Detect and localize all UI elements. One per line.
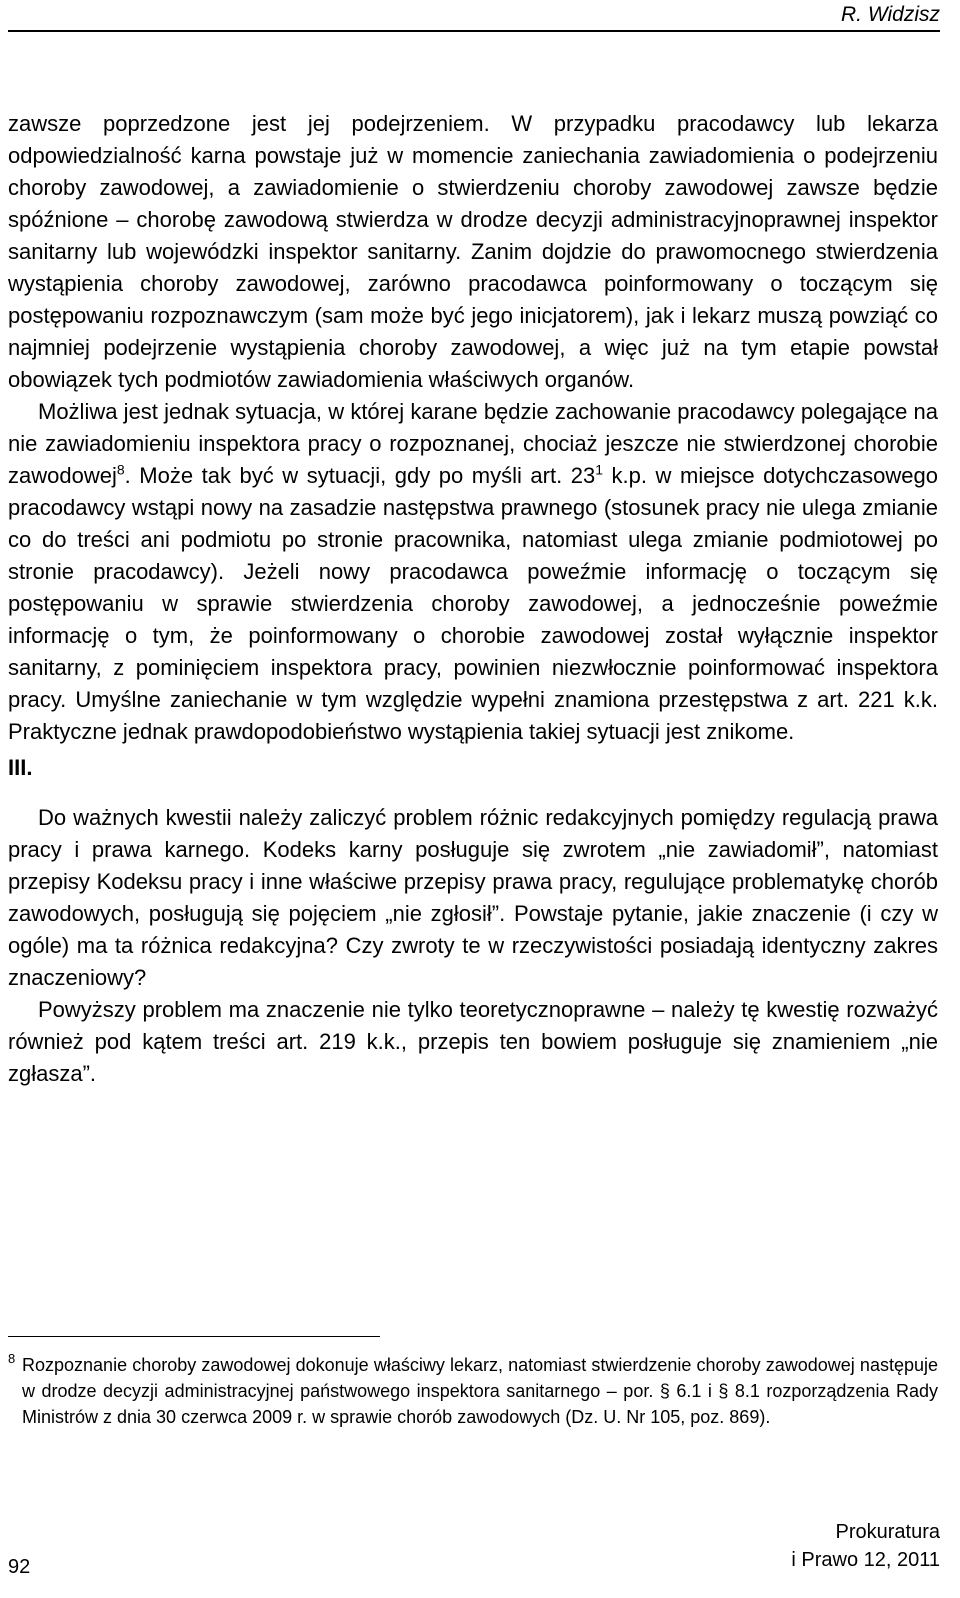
footnote-text: Rozpoznanie choroby zawodowej dokonuje właściwy lekarz, natomiast stwierdzenie choroby zawodowej następuje w drodze decyzji administracyjnej państwowego inspektora sanitarnego – por. § 6.1 i § 8.1 rozporządzenia Rady Ministrów z dnia 30 czerwca 2009 r. w sprawie chorób zawodowych (Dz. U. Nr 105, poz. 869). (22, 1355, 938, 1427)
paragraph-4: Powyższy problem ma znaczenie nie tylko teoretycznoprawne – należy tę kwestię rozważyć również pod kątem treści art. 219 k.k., przepis ten bowiem posługuje się znamieniem „nie zgłasza”. (8, 997, 938, 1086)
section-heading-iii: III. (8, 755, 33, 780)
paragraph-3: Do ważnych kwestii należy zaliczyć problem różnic redakcyjnych pomiędzy regulacją prawa pracy i prawa karnego. Kodeks karny posługuje się zwrotem „nie zawiadomił”, natomiast przepisy Kodeksu pracy i inne właściwe przepisy prawa pracy, regulujące problematykę chorób zawodowych, posługują się pojęciem „nie zgłosił”. Powstaje pytanie, jakie znaczenie (i czy w ogóle) ma ta różnica redakcyjna? Czy zwroty te w rzeczywistości posiadają identyczny zakres znaczeniowy? (8, 805, 938, 990)
footnote-rule (8, 1336, 380, 1337)
paragraph-2 (8, 396, 938, 748)
footnote-mark: 8 (8, 1351, 16, 1366)
footnote-reference-8[interactable]: 8 (116, 461, 125, 478)
paragraph-2-part-b: . Może tak być w sytuacji, gdy po myśli art. 23 (124, 463, 596, 488)
running-header-author: R. Widzisz (841, 3, 940, 26)
article-superscript: 1 (595, 461, 604, 478)
paragraph-2-part-a: Możliwa jest jednak sytuacja, w której karane będzie zachowanie pracodawcy polegające na nie zawiadomieniu inspektora pracy o rozpoznanej, chociaż jeszcze nie stwierdzonej chorobie zawodowej (8, 399, 938, 488)
page-number: 92 (8, 1556, 31, 1578)
journal-footer (791, 1518, 940, 1574)
header-rule (8, 30, 940, 32)
journal-name: Prokuratura (835, 1521, 940, 1543)
journal-issue: i Prawo 12, 2011 (791, 1549, 940, 1571)
footnote-8 (8, 1352, 938, 1430)
paragraph-1: zawsze poprzedzone jest jej podejrzeniem. W przypadku pracodawcy lub lekarza odpowiedzialność karna powstaje już w momencie zaniechania zawiadomienia o podejrzeniu choroby zawodowej, a zawiadomienie o stwierdzeniu choroby zawodowej zawsze będzie spóźnione – chorobę zawodową stwierdza w drodze decyzji administracyjnoprawnej inspektor sanitarny lub wojewódzki inspektor sanitarny. Zanim dojdzie do prawomocnego stwierdzenia wystąpienia choroby zawodowej, zarówno pracodawca poinformowany o toczącym się postępowaniu rozpoznawczym (sam może być jego inicjatorem), jak i lekarz muszą powziąć co najmniej podejrzenie wystąpienia choroby zawodowej, a więc już na tym etapie powstał obowiązek tych podmiotów zawiadomienia właściwych organów. (8, 111, 938, 392)
paragraph-2-part-c: k.p. w miejsce dotychczasowego pracodawcy wstąpi nowy na zasadzie następstwa prawnego (stosunek pracy nie ulega zmianie co do treści ani podmiotu po stronie pracownika, natomiast ulega zmianie podmiotowej po stronie pracodawcy). Jeżeli nowy pracodawca poweźmie informację o toczącym się postępowaniu w sprawie stwierdzenia choroby zawodowej, a jednocześnie poweźmie informację o tym, że poinformowany o chorobie zawodowej został wyłącznie inspektor sanitarny, z pominięciem inspektora pracy, powinien niezwłocznie poinformować inspektora pracy. Umyślne zaniechanie w tym względzie wypełni znamiona przestępstwa z art. 221 k.k. Praktyczne jednak prawdopodobieństwo wystąpienia takiej sytuacji jest znikome. (8, 463, 938, 744)
main-text (8, 108, 938, 1090)
